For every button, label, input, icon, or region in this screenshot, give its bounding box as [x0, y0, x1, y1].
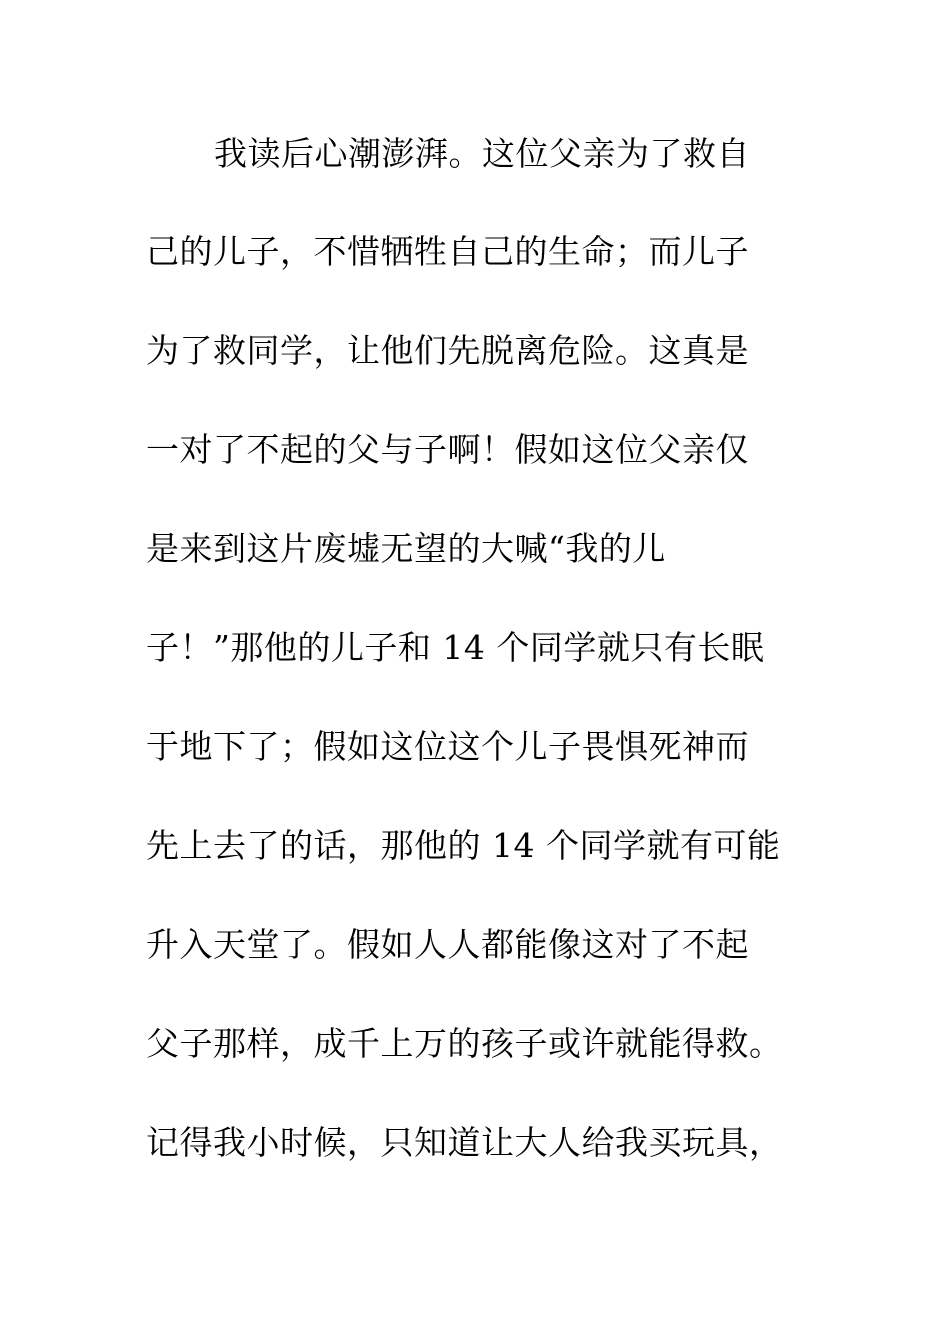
- text-line-11: 记得我小时候，只知道让大人给我买玩具，: [146, 1123, 783, 1162]
- text-line-4: 一对了不起的父与子啊！假如这位父亲仅: [146, 430, 749, 469]
- text-line-5: 是来到这片废墟无望的大喊“我的儿: [146, 529, 666, 568]
- text-line-1: 我读后心潮澎湃。这位父亲为了救自: [214, 134, 750, 173]
- text-line-6: 子！”那他的儿子和 14 个同学就只有长眠: [146, 628, 765, 667]
- text-line-8: 先上去了的话，那他的 14 个同学就有可能: [146, 826, 781, 865]
- text-line-3: 为了救同学，让他们先脱离危险。这真是: [146, 331, 749, 370]
- text-line-9: 升入天堂了。假如人人都能像这对了不起: [146, 925, 749, 964]
- text-line-7: 于地下了；假如这位这个儿子畏惧死神而: [146, 727, 749, 766]
- text-line-2: 己的儿子，不惜牺牲自己的生命；而儿子: [146, 232, 749, 271]
- text-line-10: 父子那样，成千上万的孩子或许就能得救。: [146, 1024, 783, 1063]
